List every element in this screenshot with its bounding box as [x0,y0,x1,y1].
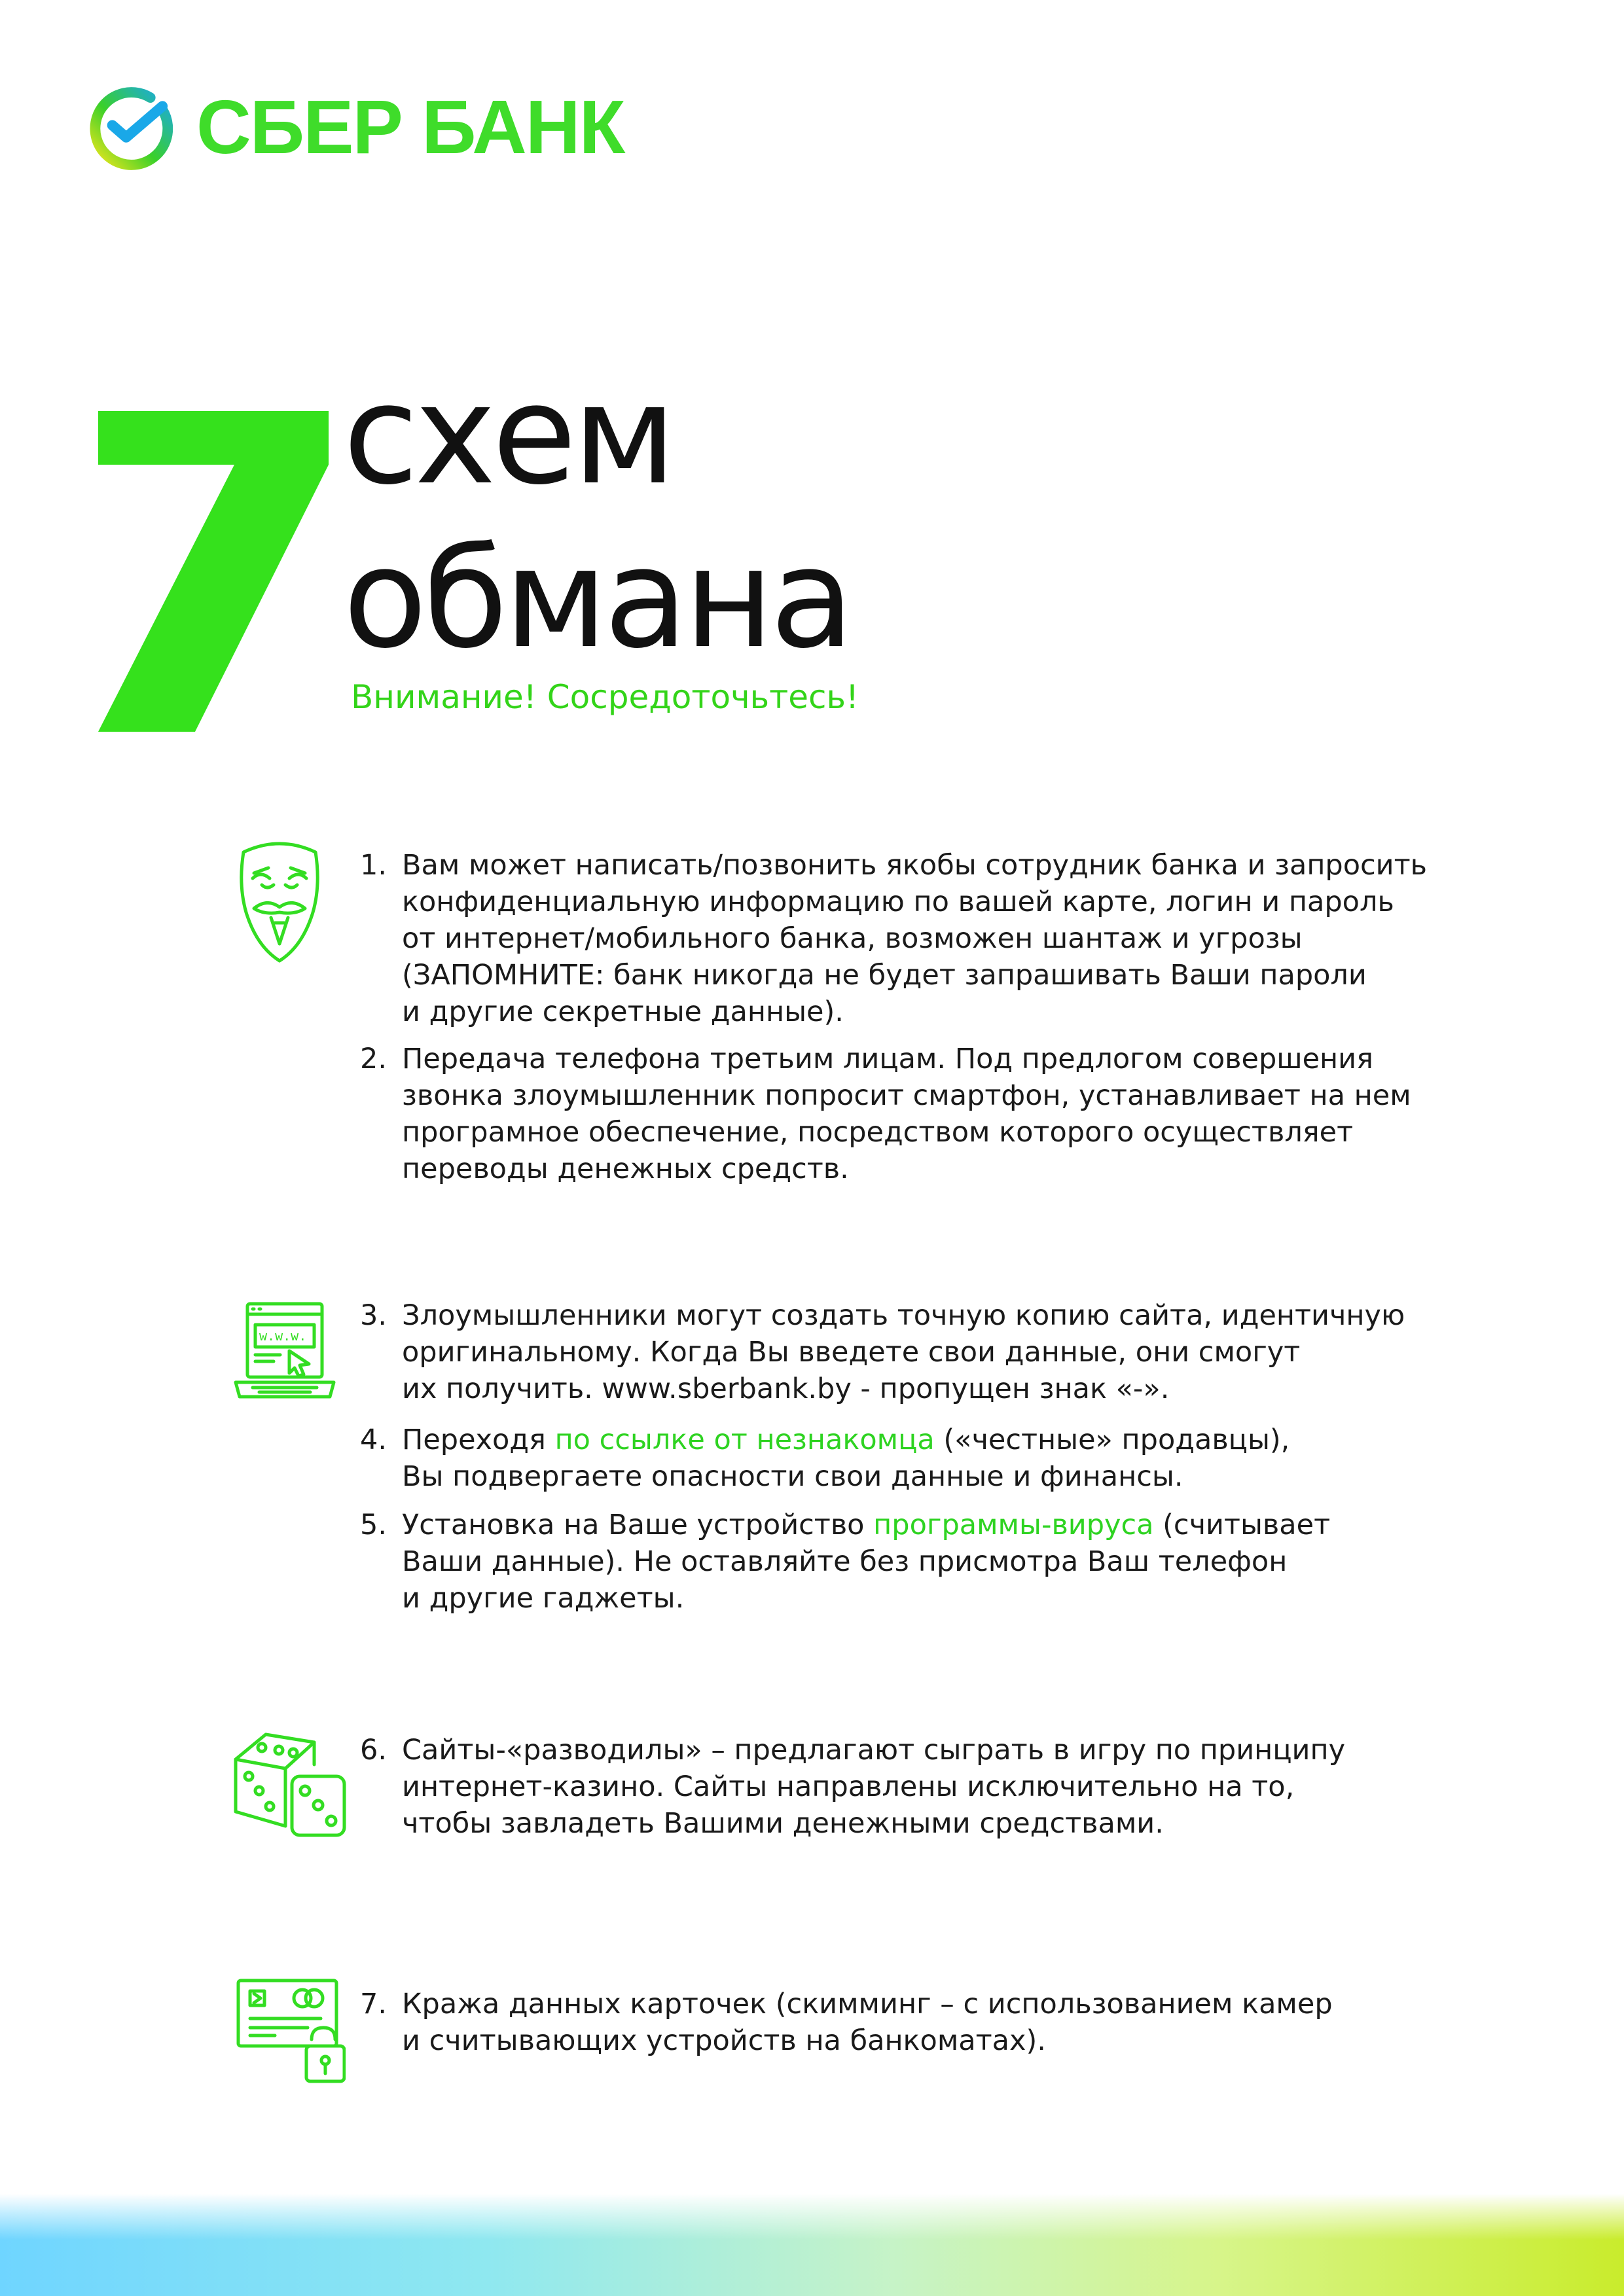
item-text-line: Злоумышленники могут создать точную копию сайта, идентичную [402,1299,1405,1332]
list-item [360,1297,1512,1407]
item-number: 1. [360,849,388,882]
item-text-line: (ЗАПОМНИТЕ: банк никогда не будет запрашивать Ваши пароли [402,959,1367,992]
item-text-line: их получить. www.sberbank.by - пропущен знак «-». [402,1372,1170,1405]
dice-icon [229,1723,347,1842]
item-text-line: Кража данных карточек (скимминг – с использованием камер [402,1988,1333,2020]
list-item [360,1732,1512,1842]
sber-check-circle-icon [86,84,173,170]
item-text-line: Ваши данные). Не оставляйте без присмотра Ваш телефон [402,1545,1288,1578]
item-text-line: переводы денежных средств. [402,1153,849,1185]
highlighted-text: по ссылке от незнакомца [554,1424,935,1456]
item-text-line: Передача телефона третьим лицам. Под предлогом совершения [402,1043,1373,1075]
item-text-line: оригинальному. Когда Вы введете свои данные, они смогут [402,1336,1301,1369]
item-text-line: чтобы завладеть Вашими денежными средствами. [402,1807,1164,1840]
sber-bank-logo [86,84,624,170]
list-item [360,1507,1512,1617]
svg-text:w.w.w.: w.w.w. [259,1328,307,1344]
item-text-line: конфиденциальную информацию по вашей карте, логин и пароль [402,886,1394,918]
item-text-line: интернет-казино. Сайты направлены исключительно на то, [402,1770,1295,1803]
item-text-line: Сайты-«разводилы» – предлагают сыграть в игру по принципу [402,1734,1346,1767]
item-text-line: звонка злоумышленник попросит смартфон, устанавливает на нем [402,1079,1411,1112]
item-text-line: Вам может написать/позвонить якобы сотрудник банка и запросить [402,849,1428,882]
item-text-line: програмное обеспечение, посредством которого осуществляет [402,1116,1354,1149]
brand-name: СБЕР БАНК [196,84,624,170]
title-line-2: обмана [343,518,851,679]
item-text-line: и другие гаджеты. [402,1582,685,1615]
big-number-text: 7 [98,411,99,412]
subtitle: Внимание! Сосредоточьтесь! [351,678,859,716]
list-item [360,1041,1512,1187]
item-text: Переходя [402,1424,555,1456]
item-text-line: от интернет/мобильного банка, возможен шантаж и угрозы [402,922,1303,955]
item-text-line: Вы подвергаете опасности свои данные и финансы. [402,1460,1183,1493]
item-number: 5. [360,1509,388,1541]
item-text: Установка на Ваше устройство [402,1509,874,1541]
item-number: 7. [360,1988,388,2020]
item-text-line: и другие секретные данные). [402,996,844,1028]
item-number: 2. [360,1043,388,1075]
list-item [360,847,1512,1030]
laptop-www-icon [233,1301,336,1402]
item-text: (считывает [1153,1509,1331,1541]
anonymous-mask-icon [230,839,329,965]
locked-card-icon [236,1978,346,2084]
bottom-gradient-band [0,2194,1624,2296]
highlighted-text: программы-вируса [873,1509,1154,1541]
item-number: 4. [360,1424,388,1456]
item-text: («честные» продавцы), [934,1424,1290,1456]
item-number: 6. [360,1734,388,1767]
list-item [360,1986,1512,2059]
item-number: 3. [360,1299,388,1332]
big-number-seven [98,411,329,732]
item-text-line: и считывающих устройств на банкоматах). [402,2024,1046,2057]
list-item [360,1422,1512,1495]
title-line-1: схем [343,355,673,515]
